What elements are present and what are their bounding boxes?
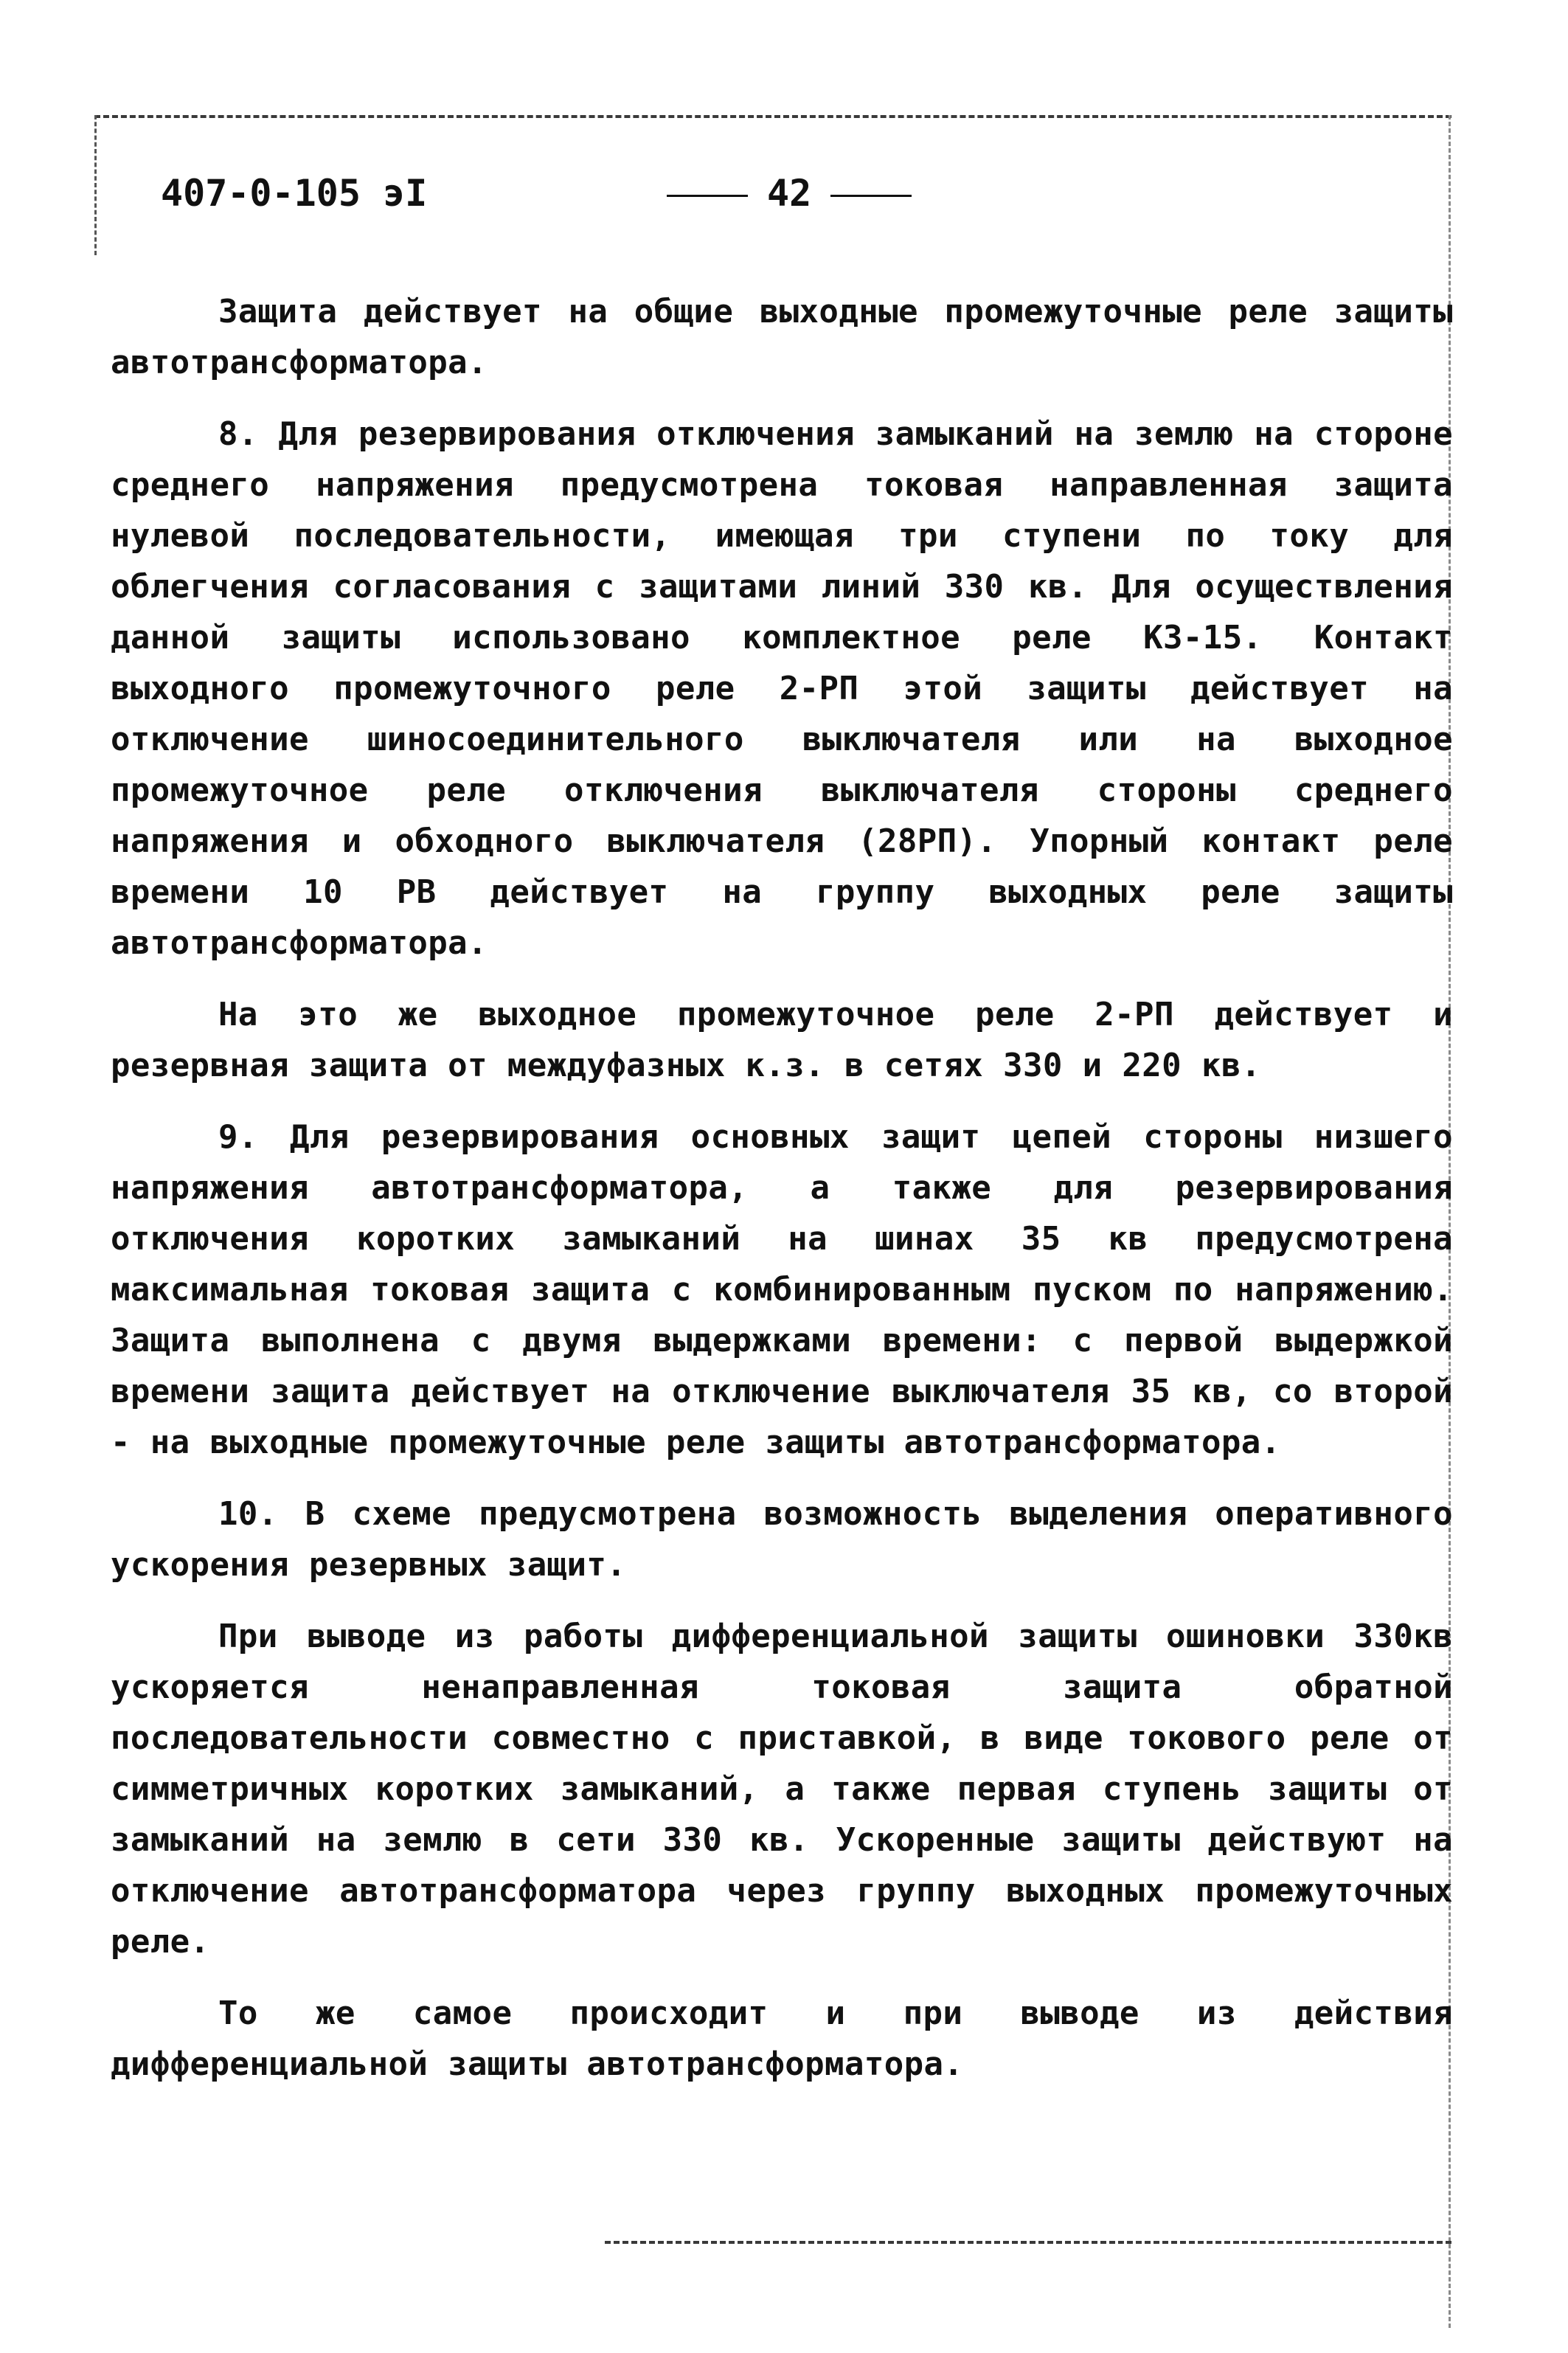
page-frame-left-border	[94, 115, 97, 255]
paragraph-item-10: 10. В схеме предусмотрена возможность выделения оперативного ускорения резервных защит.	[111, 1495, 1453, 1584]
paragraph-closing: То же самое происходит и при выводе из действия дифференциальной защиты автотрансформатора.	[111, 1995, 1453, 2083]
paragraph-reserve-protection: На это же выходное промежуточное реле 2-РП действует и резервная защита от междуфазных к.з. в сетях 330 и 220 кв.	[111, 996, 1453, 1084]
paragraph-item-9: 9. Для резервирования основных защит цепей стороны низшего напряжения автотрансформатора, а также для резервирования отключения коротких замыканий на шинах 35 кв предусмотрена максимальная токовая защита с комбинированным пуском по напряжению. Защита выполнена с двумя выдержками времени: с первой выдержкой времени защита действует на отключение выключателя 35 кв, со второй - на выходные промежуточные реле защиты автотрансформатора.	[111, 1118, 1453, 1461]
page-frame-top-border	[94, 115, 1451, 118]
paragraph-output-relays: Защита действует на общие выходные промежуточные реле защиты автотрансформатора.	[111, 293, 1453, 381]
page-number-block	[648, 164, 920, 223]
page-number: 42	[767, 172, 812, 215]
page-frame-bottom-border	[605, 2241, 1451, 2244]
paragraph-item-8: 8. Для резервирования отключения замыканий на землю на стороне среднего напряжения предусмотрена токовая направленная защита нулевой последовательности, имеющая три ступени по току для облегчения согласования с защитами линий 330 кв. Для осуществления данной защиты использовано комплектное реле КЗ-15. Контакт выходного промежуточного реле 2-РП этой защиты действует на отключение шиносоединительного выключателя или на выходное промежуточное реле отключения выключателя стороны среднего напряжения и обходного выключателя (28РП). Упорный контакт реле времени 10 РВ действует на группу выходных реле защиты автотрансформатора.	[111, 415, 1453, 962]
dash-left	[667, 195, 748, 197]
page-header	[161, 164, 972, 223]
paragraph-acceleration: При выводе из работы дифференциальной защиты ошиновки 330кв ускоряется ненаправленная токовая защита обратной последовательности совместно с приставкой, в виде токового реле от симметричных коротких замыканий, а также первая ступень защиты от замыканий на землю в сети 330 кв. Ускоренные защиты действуют на отключение автотрансформатора через группу выходных промежуточных реле.	[111, 1618, 1453, 1961]
document-body	[111, 286, 1453, 2110]
document-code: 407-0-105 эI	[161, 172, 428, 215]
dash-right	[830, 195, 912, 197]
